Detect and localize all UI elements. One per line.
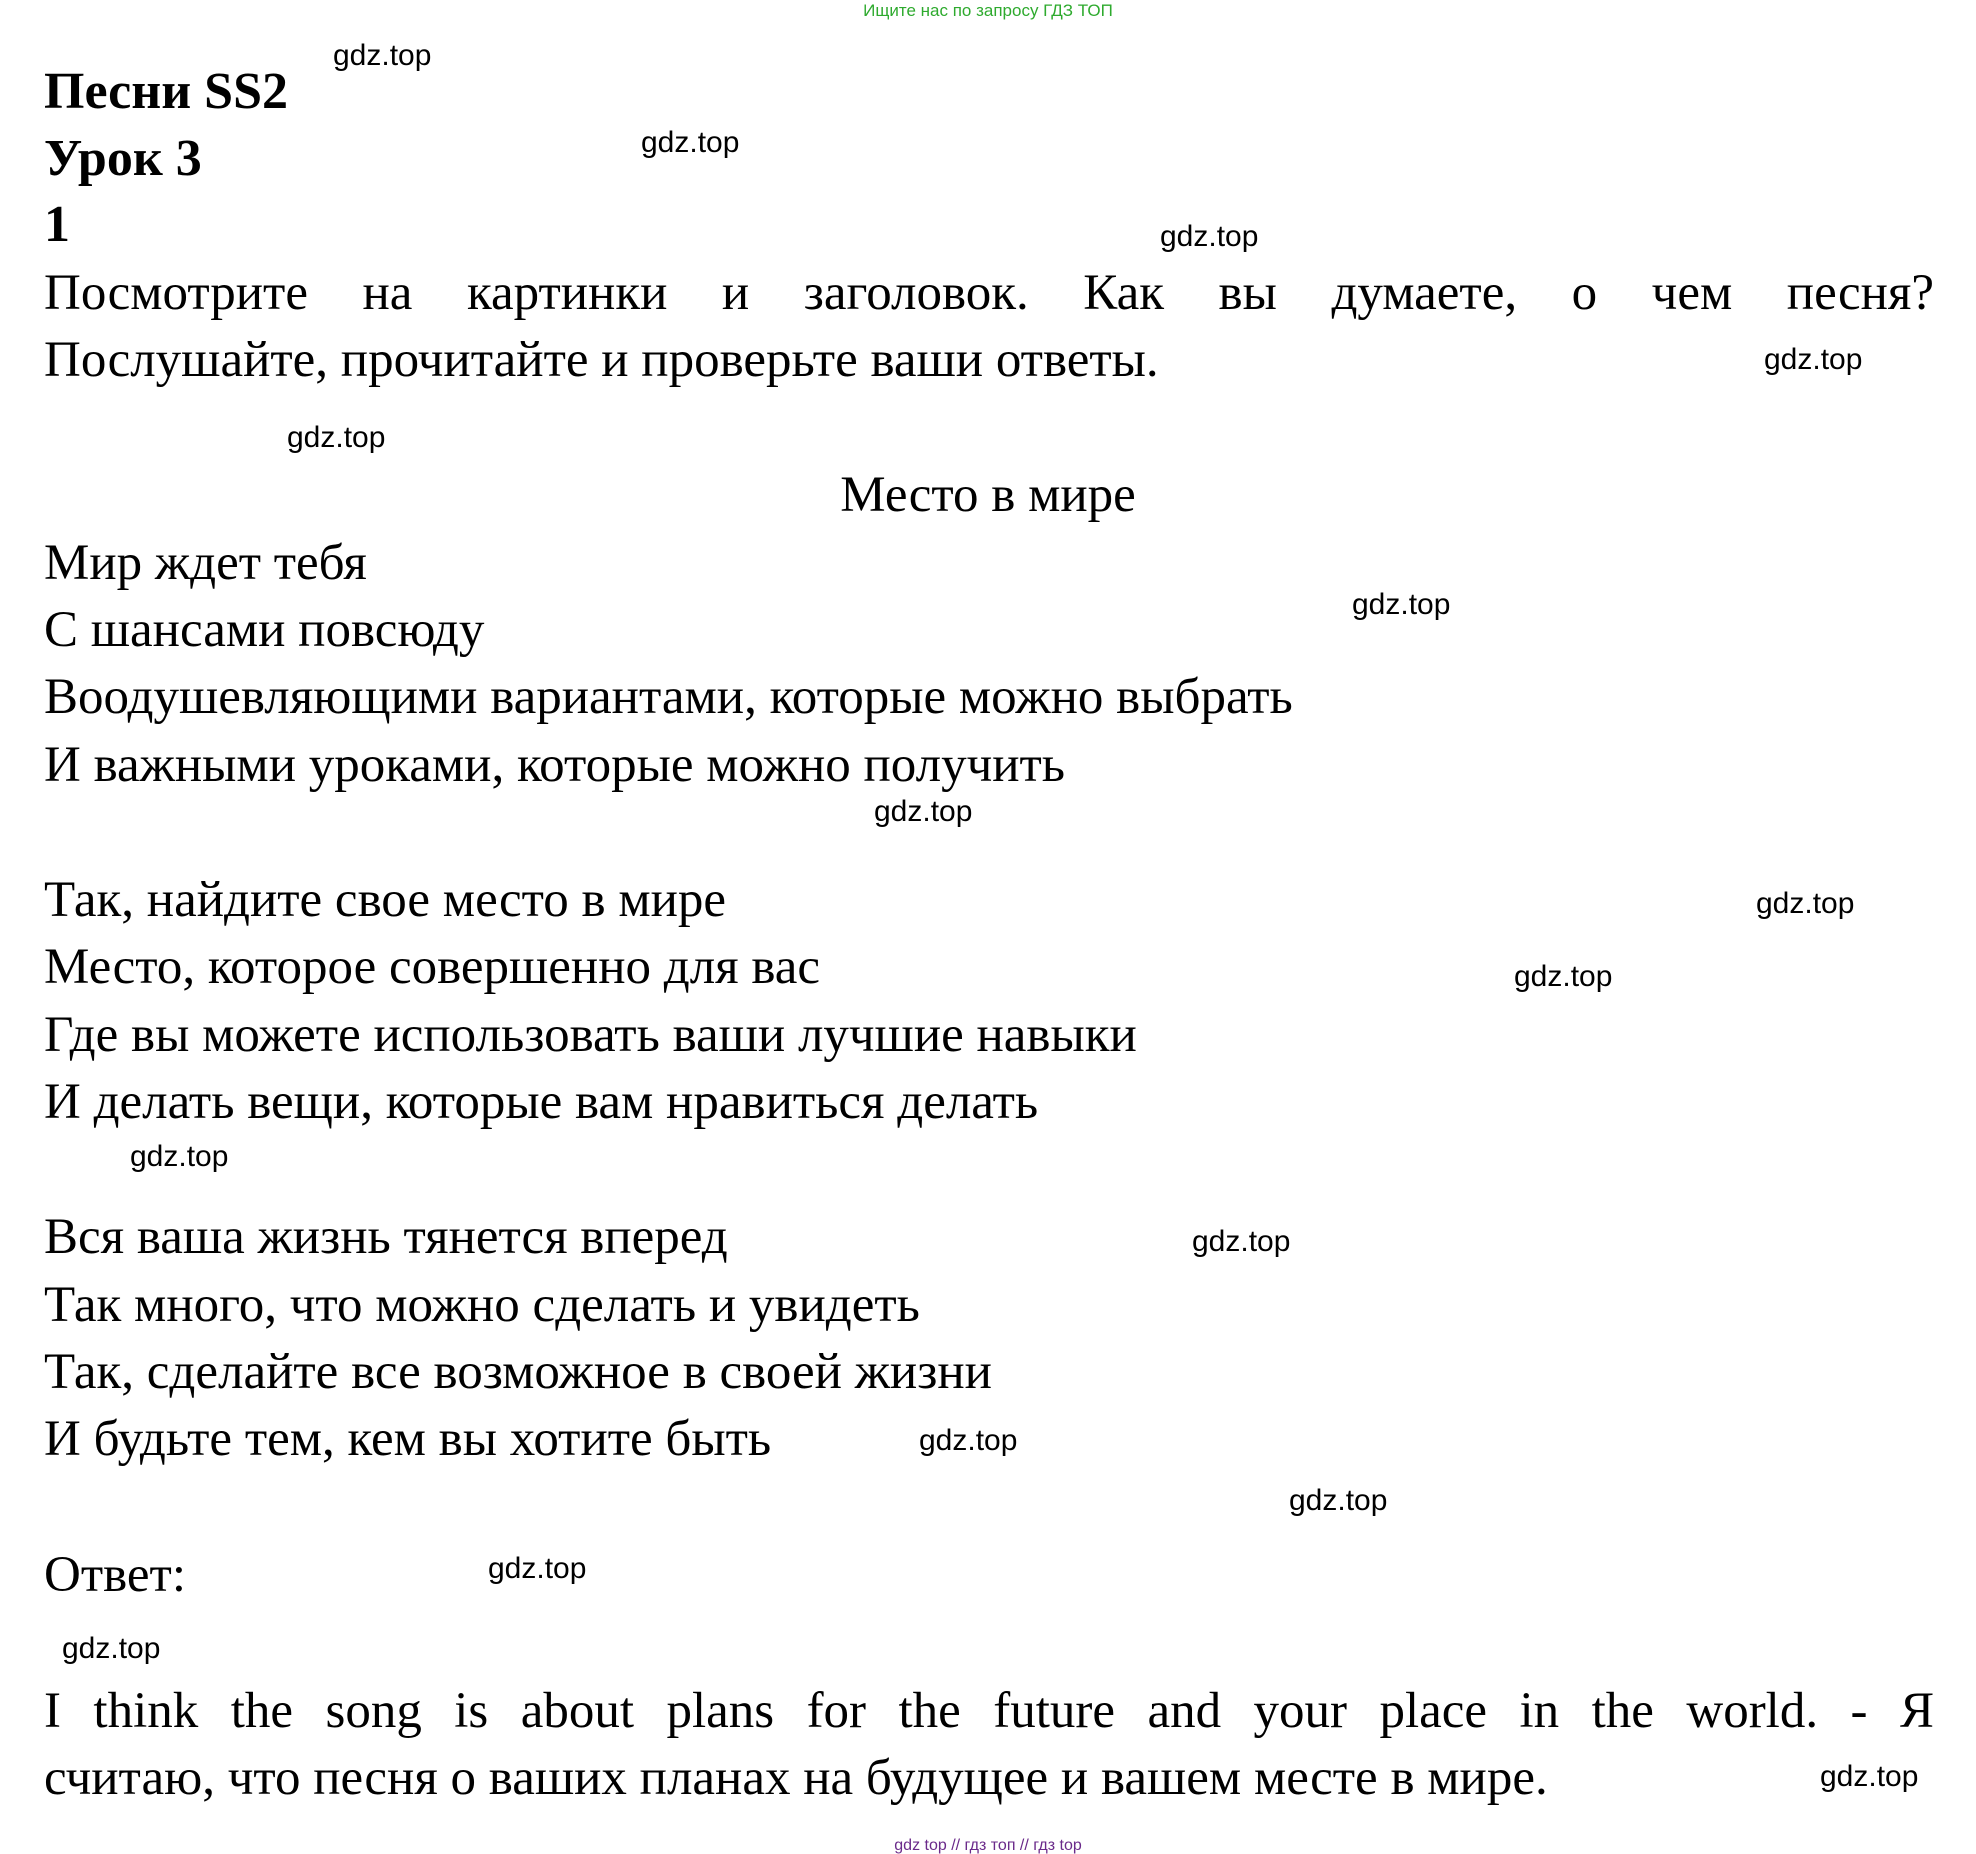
page-title: Песни SS2 <box>44 63 289 120</box>
verse3-line-1: Вся ваша жизнь тянется вперед <box>44 1209 728 1265</box>
watermark: gdz.top <box>874 795 973 828</box>
verse3-line-2: Так много, что можно сделать и увидеть <box>44 1277 920 1333</box>
verse1-line-2: С шансами повсюду <box>44 602 485 658</box>
verse1-line-1: Мир ждет тебя <box>44 535 367 591</box>
verse1-line-3: Воодушевляющими вариантами, которые можно выбрать <box>44 669 1293 725</box>
watermark: gdz.top <box>1289 1484 1388 1517</box>
bottom-banner: gdz top // гдз топ // гдз top <box>894 1837 1082 1854</box>
watermark: gdz.top <box>287 421 386 454</box>
exercise-number: 1 <box>44 196 70 253</box>
answer-label: Ответ: <box>44 1547 186 1603</box>
watermark: gdz.top <box>488 1552 587 1585</box>
watermark: gdz.top <box>1352 588 1451 621</box>
verse1-line-4: И важными уроками, которые можно получить <box>44 737 1066 793</box>
top-banner: Ищите нас по запросу ГДЗ ТОП <box>863 1 1113 20</box>
verse2-line-4: И делать вещи, которые вам нравиться делать <box>44 1074 1039 1130</box>
watermark: gdz.top <box>130 1140 229 1173</box>
watermark: gdz.top <box>919 1424 1018 1457</box>
verse2-line-1: Так, найдите свое место в мире <box>44 872 727 928</box>
watermark: gdz.top <box>1820 1760 1919 1793</box>
lesson-title: Урок 3 <box>44 130 202 187</box>
watermark: gdz.top <box>1192 1225 1291 1258</box>
watermark: gdz.top <box>1764 343 1863 376</box>
watermark: gdz.top <box>1756 887 1855 920</box>
verse3-line-4: И будьте тем, кем вы хотите быть <box>44 1411 772 1467</box>
song-title: Место в мире <box>840 467 1136 523</box>
watermark: gdz.top <box>641 126 740 159</box>
watermark: gdz.top <box>1160 220 1259 253</box>
instruction-line-2: Послушайте, прочитайте и проверьте ваши ответы. <box>44 332 1159 388</box>
watermark: gdz.top <box>62 1632 161 1665</box>
verse3-line-3: Так, сделайте все возможное в своей жизни <box>44 1344 992 1400</box>
watermark: gdz.top <box>333 39 432 72</box>
instruction-line-1: Посмотрите на картинки и заголовок. Как вы думаете, о чем песня? <box>44 265 1934 321</box>
verse2-line-3: Где вы можете использовать ваши лучшие навыки <box>44 1007 1137 1063</box>
answer-line-1: I think the song is about plans for the future and your place in the world. - Я <box>44 1683 1934 1739</box>
verse2-line-2: Место, которое совершенно для вас <box>44 939 821 995</box>
answer-line-2: считаю, что песня о ваших планах на будущее и вашем месте в мире. <box>44 1750 1548 1806</box>
watermark: gdz.top <box>1514 960 1613 993</box>
